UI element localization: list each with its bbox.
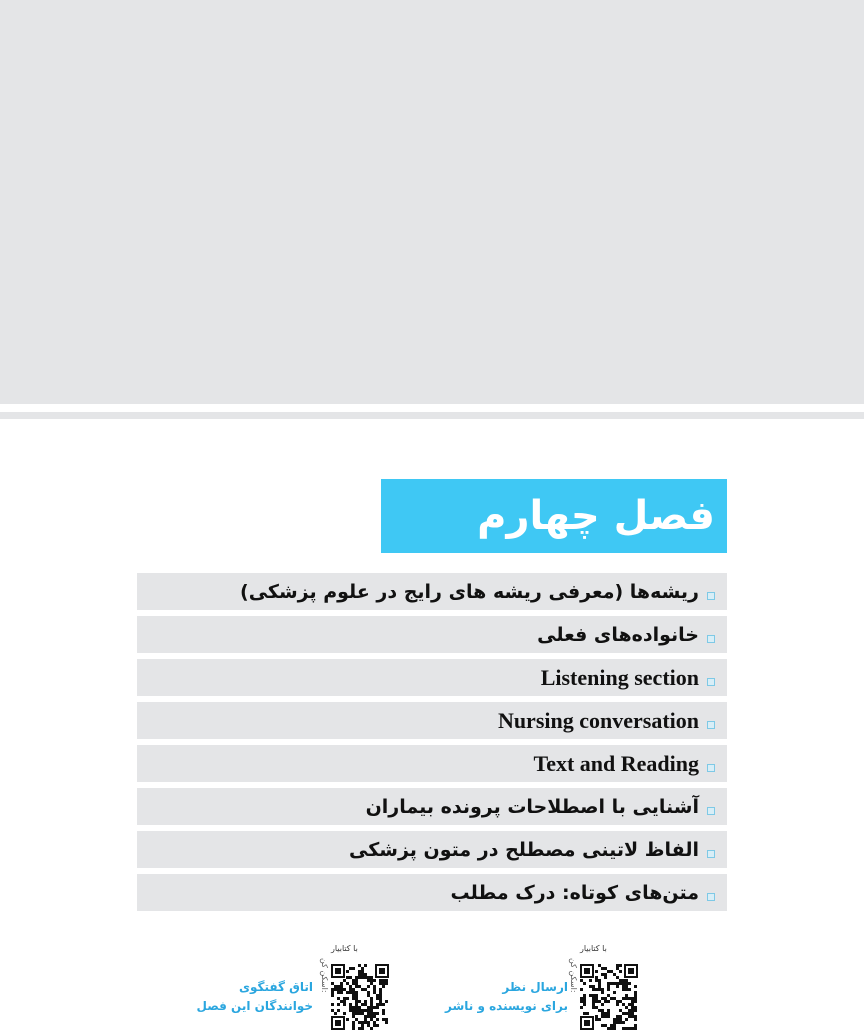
qr-code-icon[interactable] — [580, 958, 638, 1036]
top-blank-panel — [0, 0, 864, 404]
divider-stripe — [0, 412, 864, 419]
toc-item-text: خانواده‌های فعلی — [537, 623, 699, 646]
toc-item — [137, 874, 727, 911]
square-bullet-icon — [707, 678, 715, 686]
toc-item-text: Nursing conversation — [497, 707, 699, 733]
toc-item-text: Text and Reading — [533, 750, 699, 776]
square-bullet-icon — [707, 850, 715, 858]
square-bullet-icon — [707, 764, 715, 772]
qr-feedback[interactable] — [440, 944, 660, 1024]
qr-chat-room[interactable] — [190, 944, 410, 1024]
square-bullet-icon — [707, 592, 715, 600]
qr-scan-caption: اسکن کن: — [569, 958, 578, 993]
toc-item — [137, 788, 727, 825]
toc-item-text: متن‌های کوتاه: درک مطلب — [450, 881, 699, 904]
qr-label: اتاق گفتگوی خوانندگان این فصل — [196, 980, 313, 1013]
toc-item — [137, 831, 727, 868]
toc-item — [137, 616, 727, 653]
toc-item — [137, 659, 727, 696]
chapter-title: فصل چهارم — [381, 479, 727, 553]
qr-brand-caption: با کتابیار — [580, 944, 607, 953]
table-of-contents — [137, 573, 727, 917]
toc-item-text: الفاظ لاتینی مصطلح در متون پزشکی — [349, 838, 699, 861]
qr-label: ارسال نظر برای نویسنده و ناشر — [444, 980, 568, 1013]
toc-item — [137, 745, 727, 782]
toc-item-text: Listening section — [540, 664, 699, 690]
square-bullet-icon — [707, 807, 715, 815]
square-bullet-icon — [707, 721, 715, 729]
qr-brand-caption: با کتابیار — [331, 944, 358, 953]
qr-code-icon[interactable] — [331, 958, 389, 1036]
toc-item-text: ریشه‌ها (معرفی ریشه های رایج در علوم پزشکی) — [240, 580, 699, 603]
toc-item — [137, 573, 727, 610]
qr-scan-caption: اسکن کن: — [320, 958, 329, 993]
toc-item-text: آشنایی با اصطلاحات پرونده بیماران — [365, 795, 699, 818]
square-bullet-icon — [707, 893, 715, 901]
toc-item — [137, 702, 727, 739]
square-bullet-icon — [707, 635, 715, 643]
